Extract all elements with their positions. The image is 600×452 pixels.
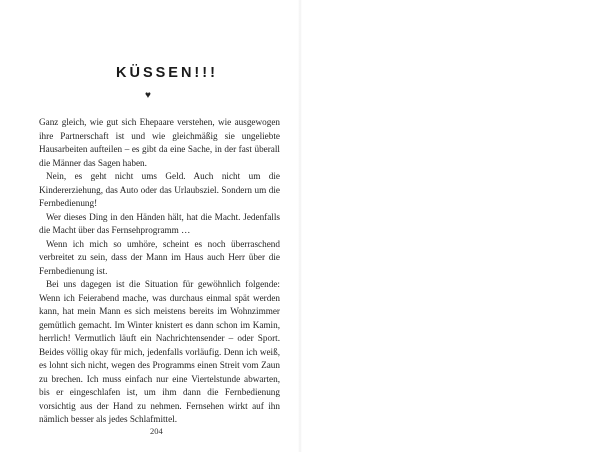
heart-ornament-icon: ♥	[145, 90, 151, 101]
paragraph: Bei uns dagegen ist die Situation für gewöhnlich folgende: Wenn ich Feierabend mache, was durchaus einmal spät werden kann, hat mein Mann es sich meistens bereits im Wohnzimmer gemütlich gemacht. Im Winter knistert es dann schon im Kamin, herrlich! Vermutlich läuft ein Nachrichtensender – oder Sport. Beides völlig okay für mich, jedenfalls vorläufig. Denn ich weiß, es lohnt sich nicht, wegen des Programms einen Streit vom Zaun zu brechen. Ich muss einfach nur eine Viertelstunde abwarten, bis er eingeschlafen ist, um ihm dann die Fernbedienung vorsichtig aus der Hand zu nehmen. Fernsehen wirkt auf ihn nämlich besser als jedes Schlafmittel.	[39, 279, 280, 424]
paragraph: Nein, es geht nicht ums Geld. Auch nicht um die Kindererziehung, das Auto oder das Urlaubsziel. Sondern um die Fernbedienung!	[39, 171, 280, 208]
paragraph: Wer dieses Ding in den Händen hält, hat die Macht. Jedenfalls die Macht über das Fernsehprogramm …	[39, 211, 280, 235]
chapter-heading: KÜSSEN!!!	[116, 65, 218, 81]
paragraph: Ganz gleich, wie gut sich Ehepaare verstehen, wie ausgewogen ihre Partnerschaft ist und wie gleichmäßig sie ungeliebte Hausarbeiten aufteilen – es gibt da eine Sache, in der fast überall die Männer das Sagen haben.	[39, 117, 280, 168]
left-body-text	[39, 116, 280, 427]
right-page	[300, 0, 600, 452]
paragraph: Wenn ich mich so umhöre, scheint es noch überraschend verbreitet zu sein, dass der Mann im Haus auch Herr über die Fernbedienung ist.	[39, 238, 280, 276]
page-number-left: 204	[150, 426, 163, 436]
